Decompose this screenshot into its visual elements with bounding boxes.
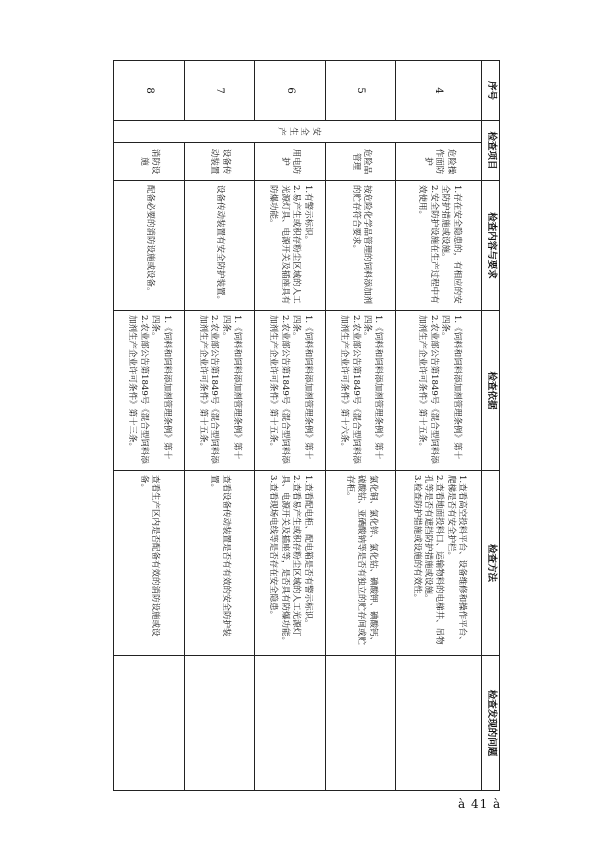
header-item: 检查项目	[482, 121, 500, 181]
row-problems	[184, 656, 255, 791]
inspection-table	[113, 60, 500, 791]
method-line: 查看生产区内是否配备有效的消防设施或设备。	[138, 475, 161, 637]
row-method	[396, 471, 482, 656]
table-row	[255, 61, 326, 791]
basis-line: 1.《饲料和饲料添加剂管理条例》第十四条。	[440, 315, 462, 460]
row-problems	[396, 656, 482, 791]
rotated-table-container	[113, 60, 500, 790]
row-content	[325, 181, 396, 311]
table-row	[325, 61, 396, 791]
row-basis	[396, 311, 482, 471]
method-line: 查看设备传动装置是否有有效的安全防护装置。	[209, 475, 231, 637]
header-content: 检查内容与要求	[482, 181, 500, 311]
row-method	[325, 471, 396, 656]
content-line: 配备必要的消防设施或设备。	[144, 185, 155, 296]
row-basis	[184, 311, 255, 471]
row-content	[184, 181, 255, 311]
row-seq: 8	[114, 61, 185, 121]
content-line: 按危险化学品管理的饲料添加剂的贮存符合要求。	[350, 185, 372, 305]
basis-line: 1.《饲料和饲料添加剂管理条例》第十四条。	[220, 315, 243, 460]
row-method	[184, 471, 255, 656]
page-number: à 41 à	[458, 797, 502, 811]
header-basis: 检查依据	[482, 311, 500, 471]
row-basis	[114, 311, 185, 471]
row-item: 设备传动装置	[184, 143, 255, 181]
method-line: 氯化铜、氯化锌、氯化钴、碘酸钾、碘酸钙、硫酸钴、亚硒酸钠等是否有独立的贮存间或贮存柜。	[344, 475, 378, 646]
content-line: 2.安全防护设施在生产过程中有效使用。	[417, 185, 439, 304]
row-item: 消防设施	[114, 143, 185, 181]
method-line: 3.查看现场电线等是否存在安全隐患。	[268, 475, 279, 620]
row-content	[396, 181, 482, 311]
method-line: 2.查看易产生或积存粉尘区域的人工光源灯具、电源开关及插座等，是否具有防爆功能。	[279, 475, 302, 646]
row-content	[114, 181, 185, 311]
row-problems	[325, 656, 396, 791]
basis-line: 1.《饲料和饲料添加剂管理条例》第十四条。	[150, 315, 172, 460]
basis-line: 2.农业部公告第1849号《混合型饲料添加剂生产企业许可条件》第十六条。	[339, 315, 361, 464]
basis-line: 2.农业部公告第1849号《混合型饲料添加剂生产企业许可条件》第十五条。	[268, 315, 290, 464]
basis-line: 2.农业部公告第1849号《混合型饲料添加剂生产企业许可条件》第十五条。	[417, 315, 439, 464]
method-line: 1.查看高空投料平台、设备维修和操作平台、爬梯是否有安全护栏。	[445, 475, 468, 645]
header-method: 检查方法	[482, 471, 500, 656]
method-line: 2.查看地面投料口、运输物料的电梯井、吊物孔等是否有遮挡防护措施或设施。	[423, 475, 445, 645]
row-seq: 7	[184, 61, 255, 121]
row-basis	[255, 311, 326, 471]
content-line: 设备传动装置有安全防护装置。	[215, 185, 226, 305]
method-line: 3.检查防护措施或设施的有效性。	[411, 475, 422, 603]
content-line: 1.存在安全隐患的，有相应的安全防护措施或设施。	[440, 185, 462, 304]
header-row	[482, 61, 500, 791]
method-line: 1.查看配电柜、配电箱是否有警示标识。	[302, 475, 313, 628]
basis-line: 2.农业部公告第1849号《混合型饲料添加剂生产企业许可条件》第十三条。	[127, 315, 149, 464]
row-item: 危险操作面防护	[396, 143, 482, 181]
row-basis	[325, 311, 396, 471]
row-seq: 6	[255, 61, 326, 121]
basis-line: 1.《饲料和饲料添加剂管理条例》第十四条。	[362, 315, 384, 460]
row-content	[255, 181, 326, 311]
table-row	[184, 61, 255, 791]
row-seq: 4	[396, 61, 482, 121]
header-problems: 检查发现的问题	[482, 656, 500, 791]
row-problems	[255, 656, 326, 791]
header-seq: 序号	[482, 61, 500, 121]
basis-line: 1.《饲料和饲料添加剂管理条例》第十四条。	[291, 315, 313, 460]
row-method	[114, 471, 185, 656]
table-row	[114, 61, 185, 791]
row-item: 危险品管理	[325, 143, 396, 181]
category-cell: 安全生产	[114, 121, 482, 143]
row-problems	[114, 656, 185, 791]
content-line: 2.易产生或积存粉尘区域的人工光源灯具、电源开关及插座具有防爆功能。	[268, 185, 302, 305]
basis-line: 2.农业部公告第1849号《混合型饲料添加剂生产企业许可条件》第十五条。	[197, 315, 220, 464]
table-row	[396, 61, 482, 791]
row-method	[255, 471, 326, 656]
content-line: 1.有警示标识。	[302, 185, 313, 245]
row-seq: 5	[325, 61, 396, 121]
row-item: 用电防护	[255, 143, 326, 181]
